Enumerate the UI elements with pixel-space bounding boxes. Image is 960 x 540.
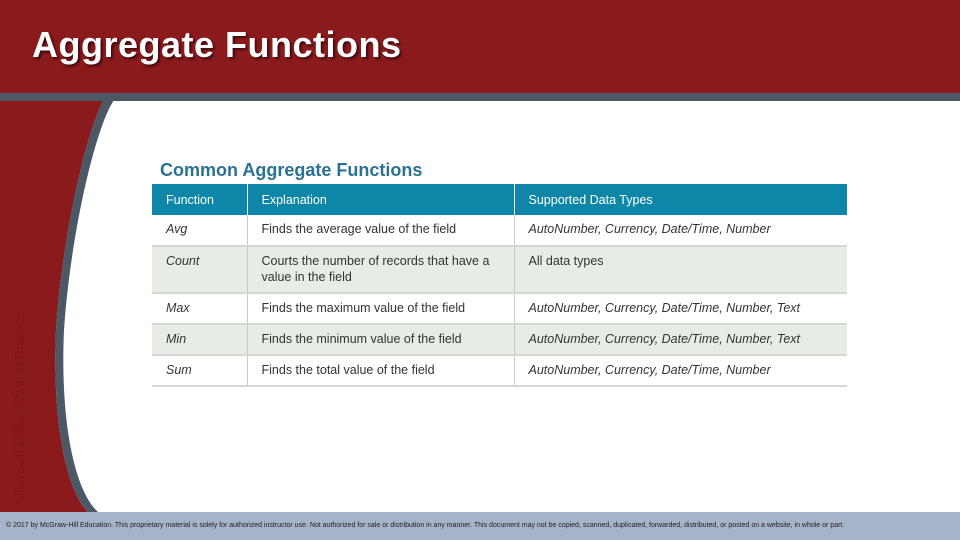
column-header-function: Function — [152, 184, 247, 215]
explanation-cell: Courts the number of records that have a value in the field — [247, 246, 514, 293]
function-cell: Count — [152, 246, 247, 293]
table-header-row — [152, 184, 847, 215]
table-caption: Common Aggregate Functions — [160, 160, 423, 180]
column-header-supported-types: Supported Data Types — [514, 184, 847, 215]
function-cell: Avg — [152, 215, 247, 246]
explanation-cell: Finds the maximum value of the field — [247, 293, 514, 324]
copyright-footer: © 2017 by McGraw-Hill Education. This proprietary material is solely for authorized instructor use. Not authorized for sale or distribution in any manner. This document may not be copied, scanned, duplicated, forwarded, distributed, or posted on a website, in whole or part. — [6, 522, 845, 529]
table-row — [152, 324, 847, 355]
title-underline-bar — [0, 93, 960, 101]
types-cell: AutoNumber, Currency, Date/Time, Number — [514, 215, 847, 246]
function-cell: Max — [152, 293, 247, 324]
types-cell: AutoNumber, Currency, Date/Time, Number, Text — [514, 324, 847, 355]
table-row — [152, 246, 847, 293]
slide-title: Aggregate Functions — [32, 24, 402, 65]
aggregate-functions-table — [152, 184, 847, 387]
explanation-cell: Finds the minimum value of the field — [247, 324, 514, 355]
explanation-cell: Finds the total value of the field — [247, 355, 514, 386]
types-cell: AutoNumber, Currency, Date/Time, Number — [514, 355, 847, 386]
column-header-explanation: Explanation — [247, 184, 514, 215]
explanation-cell: Finds the average value of the field — [247, 215, 514, 246]
function-cell: Min — [152, 324, 247, 355]
side-book-label: Microsoft Office 2016: In Practice — [12, 311, 27, 503]
table-row — [152, 215, 847, 246]
table-row — [152, 355, 847, 386]
types-cell: All data types — [514, 246, 847, 293]
function-cell: Sum — [152, 355, 247, 386]
types-cell: AutoNumber, Currency, Date/Time, Number, Text — [514, 293, 847, 324]
table-row — [152, 293, 847, 324]
